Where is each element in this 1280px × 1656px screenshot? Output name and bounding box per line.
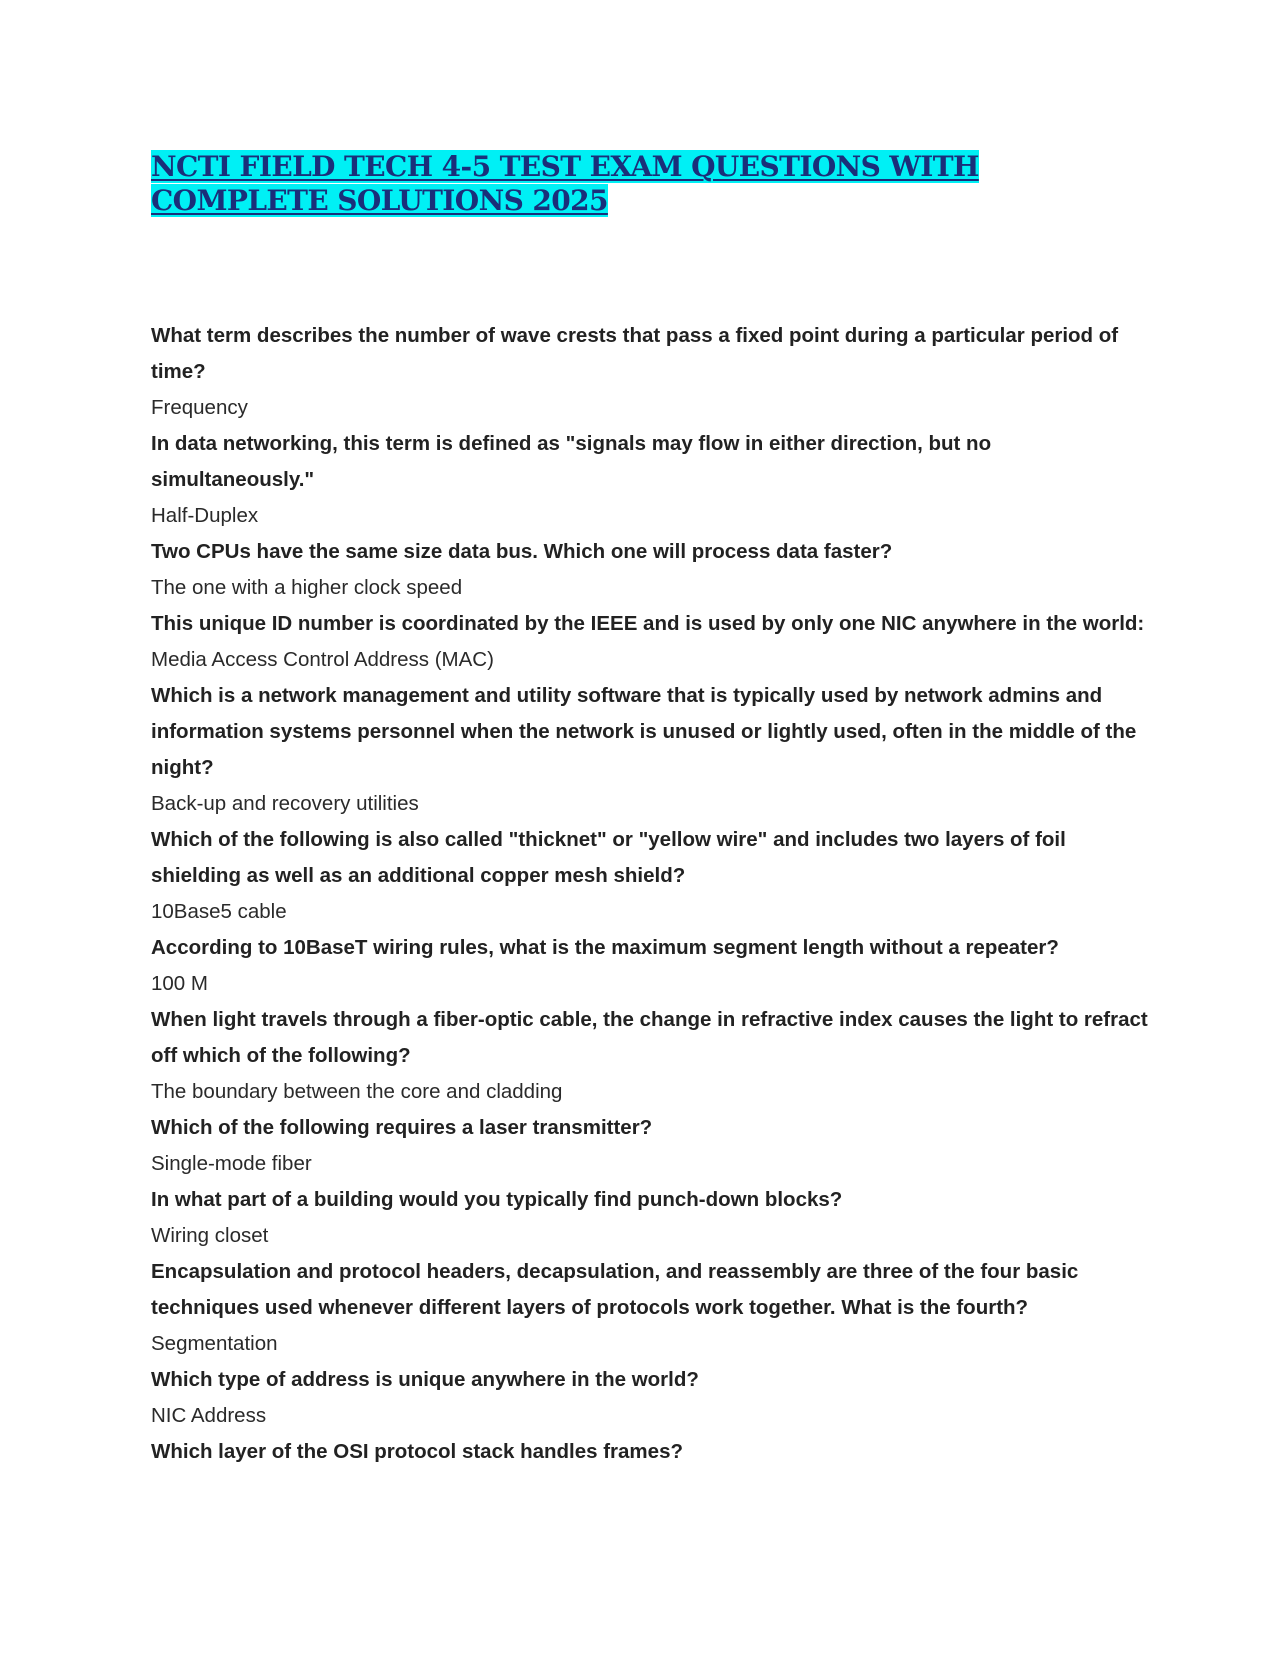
question-13: Which layer of the OSI protocol stack handles frames? (151, 1440, 683, 1463)
answer-10: Wiring closet (151, 1224, 269, 1247)
question-3: Two CPUs have the same size data bus. Which one will process data faster? (151, 540, 893, 563)
answer-1: Frequency (151, 396, 248, 419)
answer-8: The boundary between the core and cladding (151, 1080, 563, 1103)
answer-7: 100 M (151, 972, 208, 995)
page-title (151, 150, 1151, 218)
title-line-2: COMPLETE SOLUTIONS 2025 (151, 184, 608, 217)
question-12: Which type of address is unique anywhere in the world? (151, 1368, 699, 1391)
question-1: What term describes the number of wave crests that pass a fixed point during a particular period of time? (151, 324, 1119, 383)
question-8: When light travels through a fiber-optic cable, the change in refractive index causes the light to refract off which of the following? (151, 1008, 1148, 1067)
question-4: This unique ID number is coordinated by the IEEE and is used by only one NIC anywhere in the world: (151, 612, 1145, 635)
answer-11: Segmentation (151, 1332, 278, 1355)
question-5: Which is a network management and utility software that is typically used by network admins and information systems personnel when the network is unused or lightly used, often in the middle of the night? (151, 684, 1137, 779)
qa-list (151, 318, 1151, 1470)
answer-3: The one with a higher clock speed (151, 576, 463, 599)
question-11: Encapsulation and protocol headers, decapsulation, and reassembly are three of the four basic techniques used whenever different layers of protocols work together. What is the fourth? (151, 1260, 1079, 1319)
answer-12: NIC Address (151, 1404, 267, 1427)
answer-4: Media Access Control Address (MAC) (151, 648, 494, 671)
question-7: According to 10BaseT wiring rules, what is the maximum segment length without a repeater? (151, 936, 1059, 959)
answer-5: Back-up and recovery utilities (151, 792, 419, 815)
answer-2: Half-Duplex (151, 504, 259, 527)
question-6: Which of the following is also called "thicknet" or "yellow wire" and includes two layers of foil shielding as well as an additional copper mesh shield? (151, 828, 1066, 887)
answer-9: Single-mode fiber (151, 1152, 312, 1175)
title-line-1: NCTI FIELD TECH 4-5 TEST EXAM QUESTIONS WITH (151, 150, 979, 183)
answer-6: 10Base5 cable (151, 900, 287, 923)
question-10: In what part of a building would you typically find punch-down blocks? (151, 1188, 843, 1211)
question-2: In data networking, this term is defined as "signals may flow in either direction, but no simultaneously." (151, 432, 992, 491)
question-9: Which of the following requires a laser transmitter? (151, 1116, 653, 1139)
